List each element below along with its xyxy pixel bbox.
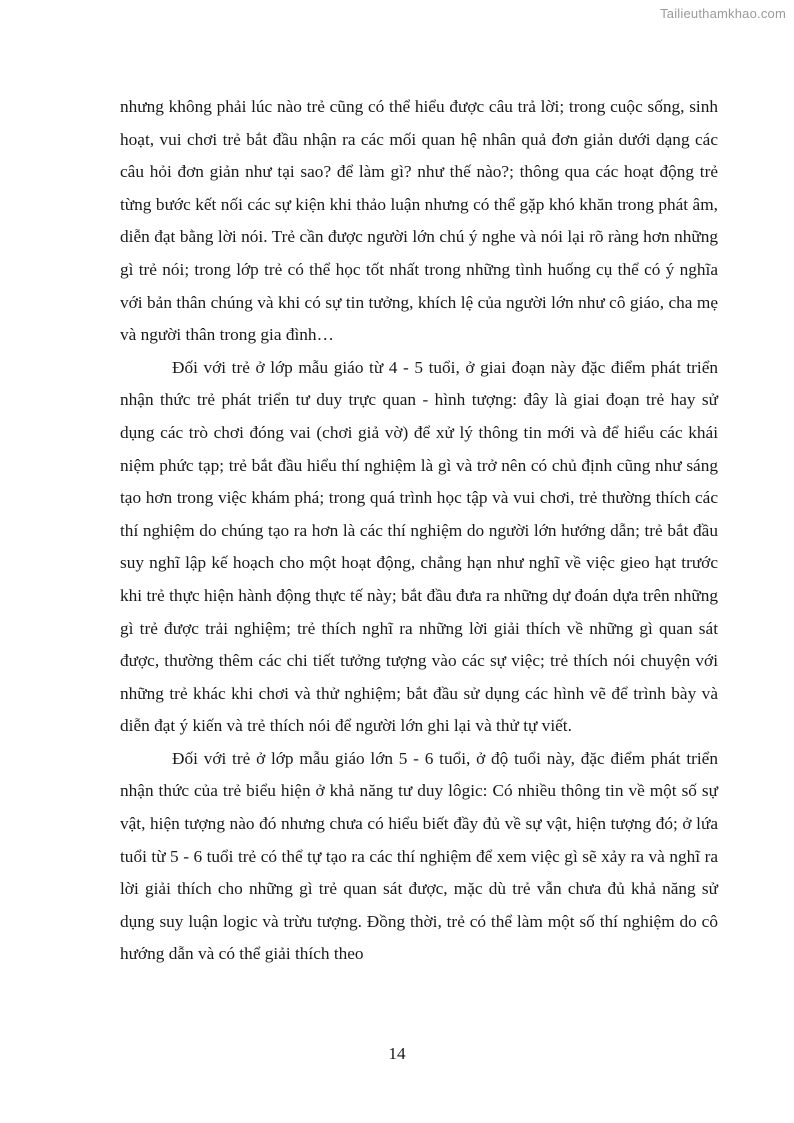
watermark: Tailieuthamkhao.com [660,6,786,21]
page-number: 14 [388,1044,406,1063]
document-body [120,91,718,971]
paragraph-age-4-5: Đối với trẻ ở lớp mẫu giáo từ 4 - 5 tuổi, ở giai đoạn này đặc điểm phát triển nhận thức trẻ phát triển tư duy trực quan - hình tượng: đây là giai đoạn trẻ hay sử dụng các trò chơi đóng vai (chơi giả vờ) để xử lý thông tin mới và để hiểu các khái niệm phức tạp; trẻ bắt đầu hiểu thí nghiệm là gì và trở nên có chủ định cũng như sáng tạo hơn trong việc khám phá; trong quá trình học tập và vui chơi, trẻ thường thích các thí nghiệm do chúng tạo ra hơn là các thí nghiệm do người lớn hướng dẫn; trẻ bắt đầu suy nghĩ lập kế hoạch cho một hoạt động, chẳng hạn như nghĩ về việc gieo hạt trước khi trẻ thực hiện hành động thực tế này; bắt đầu đưa ra những dự đoán dựa trên những gì trẻ được trải nghiệm; trẻ thích nghĩ ra những lời giải thích về những gì quan sát được, thường thêm các chi tiết tưởng tượng vào các sự việc; trẻ thích nói chuyện với những trẻ khác khi chơi và thử nghiệm; bắt đầu sử dụng các hình vẽ để trình bày và diễn đạt ý kiến và trẻ thích nói để người lớn ghi lại và thử tự viết. [120,357,718,736]
paragraph-continued: nhưng không phải lúc nào trẻ cũng có thể hiểu được câu trả lời; trong cuộc sống, sinh hoạt, vui chơi trẻ bắt đầu nhận ra các mối quan hệ nhân quả đơn giản dưới dạng các câu hỏi đơn giản như tại sao? để làm gì? như thế nào?; thông qua các hoạt động trẻ từng bước kết nối các sự kiện khi thảo luận nhưng có thể gặp khó khăn trong phát âm, diễn đạt bằng lời nói. Trẻ cần được người lớn chú ý nghe và nói lại rõ ràng hơn những gì trẻ nói; trong lớp trẻ có thể học tốt nhất trong những tình huống cụ thể có ý nghĩa với bản thân chúng và khi có sự tin tưởng, khích lệ của người lớn như cô giáo, cha mẹ và người thân trong gia đình… [120,97,718,345]
paragraph-age-5-6: Đối với trẻ ở lớp mẫu giáo lớn 5 - 6 tuổi, ở độ tuổi này, đặc điểm phát triển nhận thức của trẻ biểu hiện ở khả năng tư duy lôgic: Có nhiều thông tin về một số sự vật, hiện tượng nào đó nhưng chưa có hiểu biết đầy đủ về sự vật, hiện tượng đó; ở lứa tuổi từ 5 - 6 tuổi trẻ có thể tự tạo ra các thí nghiệm để xem việc gì sẽ xảy ra và nghĩ ra lời giải thích cho những gì trẻ quan sát được, mặc dù trẻ vẫn chưa đủ khả năng sử dụng suy luận logic và trừu tượng. Đồng thời, trẻ có thể làm một số thí nghiệm do cô hướng dẫn và có thể giải thích theo [120,748,718,964]
